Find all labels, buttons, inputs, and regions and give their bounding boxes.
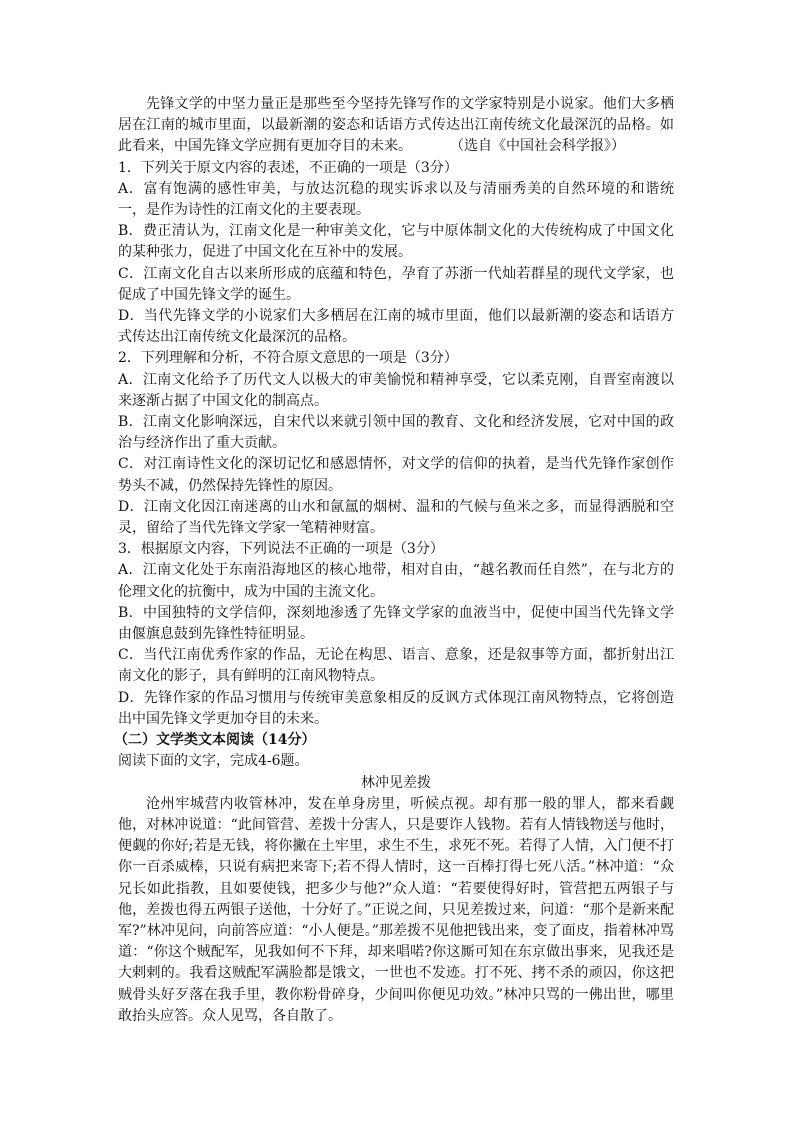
question-2-option-d: D．江南文化因江南迷离的山水和氤氲的烟树、温和的气候与鱼米之多，而显得洒脱和空灵，留给了当代先锋文学家一笔精神财富。 xyxy=(118,498,674,537)
question-1-stem: 1．下列关于原文内容的表述，不正确的一项是（3分） xyxy=(118,159,458,176)
question-2-stem: 2．下列理解和分析，不符合原文意思的一项是（3分） xyxy=(118,350,458,367)
question-2-option-a: A．江南文化给予了历代文人以极大的审美愉悦和精神享受，它以柔克刚，自晋室南渡以来逐渐占据了中国文化的制高点。 xyxy=(118,371,674,409)
question-3-stem: 3．根据原文内容，下列说法不正确的一项是（3分） xyxy=(118,541,444,558)
question-1-option-c: C．江南文化自古以来所形成的底蕴和特色，孕育了苏浙一代灿若群星的现代文学家，也促成了中国先锋文学的诞生。 xyxy=(118,265,674,303)
section-heading: （二）文学类文本阅读（14分） xyxy=(114,732,316,749)
passage-text: 先锋文学的中坚力量正是那些至今坚持先锋写作的文学家特别是小说家。他们大多栖居在江南的城市里面，以最新潮的姿态和话语方式传达出江南传统文化最深沉的品格。如此看来，中国先锋文学应拥有更加夺目的未来。 xyxy=(118,96,674,155)
question-3-option-b: B．中国独特的文学信仰，深刻地渗透了先锋文学家的血液当中，促使中国当代先锋文学由偃旗息鼓到先锋性特征明显。 xyxy=(118,604,674,643)
document-page xyxy=(114,94,674,1027)
passage-paragraph xyxy=(118,94,674,158)
question-3-option-d: D．先锋作家的作品习惯用与传统审美意象相反的反讽方式体现江南风物特点，它将创造出中国先锋文学更加夺目的未来。 xyxy=(118,689,674,727)
question-1-option-a: A．富有饱满的感性审美，与放达沉稳的现实诉求以及与清丽秀美的自然环境的和谐统一，是作为诗性的江南文化的主要表现。 xyxy=(118,180,674,219)
question-3-option-c: C．当代江南优秀作家的作品，无论在构思、语言、意象，还是叙事等方面，都折射出江南文化的影子，具有鲜明的江南风物特点。 xyxy=(118,647,674,685)
story-title: 林冲见差拨 xyxy=(361,774,431,791)
story-paragraph: 沧州牢城营内收管林冲，发在单身房里，听候点视。却有那一般的罪人，都来看觑他，对林冲说道：“此间管营、差拨十分害人，只是要诈人钱物。若有人情钱物送与他时，便觑的你好;若是无钱，将你撇在土牢里，求生不生，求死不死。若得了人情，入门便不打你一百杀威棒，只说有病把来寄下;若不得人情时，这一百棒打得七死八活。”林冲道：“众兄长如此指教，且如要使钱，把多少与他?”众人道：“若要使得好时，管营把五两银子与他，差拨也得五两银子送他，十分好了。”正说之间，只见差拨过来，问道：“那个是新来配军?”林冲见问，向前答应道：“小人便是。”那差拨不见他把钱出来，变了面皮，指着林冲骂道：“你这个贼配军，见我如何不下拜，却来唱喏?你这厮可知在东京做出事来，见我还是大剌剌的。我看这贼配军满脸都是饿文，一世也不发迹。打不死、拷不杀的顽囚，你这把贼骨头好歹落在我手里，教你粉骨碎身，少间叫你便见功效。”林冲只骂的一佛出世，哪里敢抬头应答。众人见骂，各自散了。 xyxy=(118,795,674,1024)
passage-source: （选自《中国社会科学报》） xyxy=(450,138,625,155)
section-instruction: 阅读下面的文字，完成4-6题。 xyxy=(118,753,309,770)
question-2-option-b: B．江南文化影响深远，自宋代以来就引领中国的教育、文化和经济发展，它对中国的政治与经济作出了重大贡献。 xyxy=(118,414,674,452)
question-1-option-b: B．费正清认为，江南文化是一种审美文化，它与中原体制文化的大传统构成了中国文化的某种张力，促进了中国文化在互补中的发展。 xyxy=(118,223,674,261)
question-3-option-a: A．江南文化处于东南沿海地区的核心地带，相对自由，“越名教而任自然”，在与北方的伦理文化的抗衡中，成为中国的主流文化。 xyxy=(118,562,674,600)
question-2-option-c: C．对江南诗性文化的深切记忆和感恩情怀，对文学的信仰的执着，是当代先锋作家创作势头不减，仍然保持先锋性的原因。 xyxy=(118,456,674,494)
question-1-option-d: D．当代先锋文学的小说家们大多栖居在江南的城市里面，他们以最新潮的姿态和话语方式传达出江南传统文化最深沉的品格。 xyxy=(118,308,674,346)
